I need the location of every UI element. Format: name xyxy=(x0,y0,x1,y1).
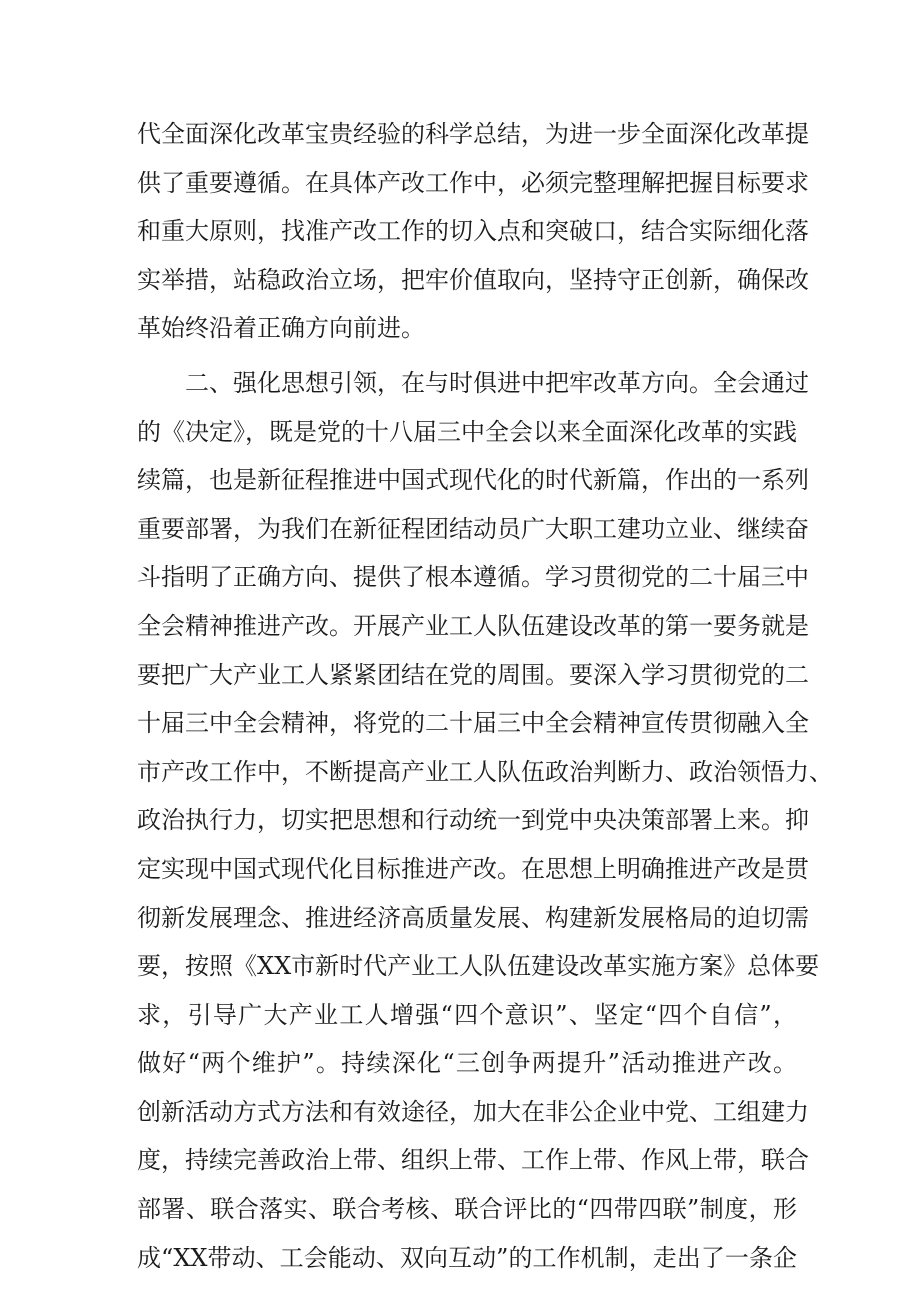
text-line: 代全面深化改革宝贵经验的科学总结，为进一步全面深化改革提 xyxy=(137,120,809,148)
text-line: 供了重要遵循。在具体产改工作中，必须完整理解把握目标要求 xyxy=(137,168,809,197)
text-line: 实举措，站稳政治立场，把牢价值取向，坚持守正创新，确保改 xyxy=(137,265,809,294)
text-line: 斗指明了正确方向、提供了根本遵循。学习贯彻党的二十届三中 xyxy=(137,563,809,592)
text-line: 求，引导广大产业工人增强“四个意识”、坚定“四个自信”， xyxy=(137,1000,797,1029)
paragraph-2 xyxy=(137,359,833,1282)
text-line: 全会精神推进产改。开展产业工人队伍建设改革的第一要务就是 xyxy=(137,611,809,640)
text-line: 要，按照《XX市新时代产业工人队伍建设改革实施方案》总体要 xyxy=(137,952,820,981)
text-line: 和重大原则，找准产改工作的切入点和突破口，结合实际细化落 xyxy=(137,217,809,246)
text-line: 二、强化思想引领，在与时俱进中把牢改革方向。全会通过 xyxy=(185,368,809,397)
text-line: 做好“两个维护”。持续深化“三创争两提升”活动推进产改。 xyxy=(137,1049,797,1078)
text-line: 度，持续完善政治上带、组织上带、工作上带、作风上带，联合 xyxy=(137,1146,809,1175)
document-body xyxy=(137,110,833,1282)
text-line: 成“XX带动、工会能动、双向互动”的工作机制，走出了一条企 xyxy=(137,1243,797,1272)
text-line: 革始终沿着正确方向前进。 xyxy=(137,314,425,343)
text-line: 定实现中国式现代化目标推进产改。在思想上明确推进产改是贯 xyxy=(137,854,809,883)
text-line: 续篇，也是新征程推进中国式现代化的时代新篇，作出的一系列 xyxy=(137,466,809,495)
paragraph-1 xyxy=(137,110,809,353)
text-line: 创新活动方式方法和有效途径，加大在非公企业中党、工组建力 xyxy=(137,1097,809,1126)
text-line: 政治执行力，切实把思想和行动统一到党中央决策部署上来。抑 xyxy=(137,806,809,835)
text-line: 部署、联合落实、联合考核、联合评比的“四带四联”制度，形 xyxy=(137,1195,797,1224)
text-line: 市产改工作中，不断提高产业工人队伍政治判断力、政治领悟力、 xyxy=(137,757,833,786)
text-line: 要把广大产业工人紧紧团结在党的周围。要深入学习贯彻党的二 xyxy=(137,660,809,689)
text-line: 重要部署，为我们在新征程团结动员广大职工建功立业、继续奋 xyxy=(137,514,809,543)
text-line: 彻新发展理念、推进经济高质量发展、构建新发展格局的迫切需 xyxy=(137,903,809,932)
text-line: 十届三中全会精神，将党的二十届三中全会精神宣传贯彻融入全 xyxy=(137,709,809,738)
text-line: 的《决定》，既是党的十八届三中全会以来全面深化改革的实践 xyxy=(137,417,797,446)
